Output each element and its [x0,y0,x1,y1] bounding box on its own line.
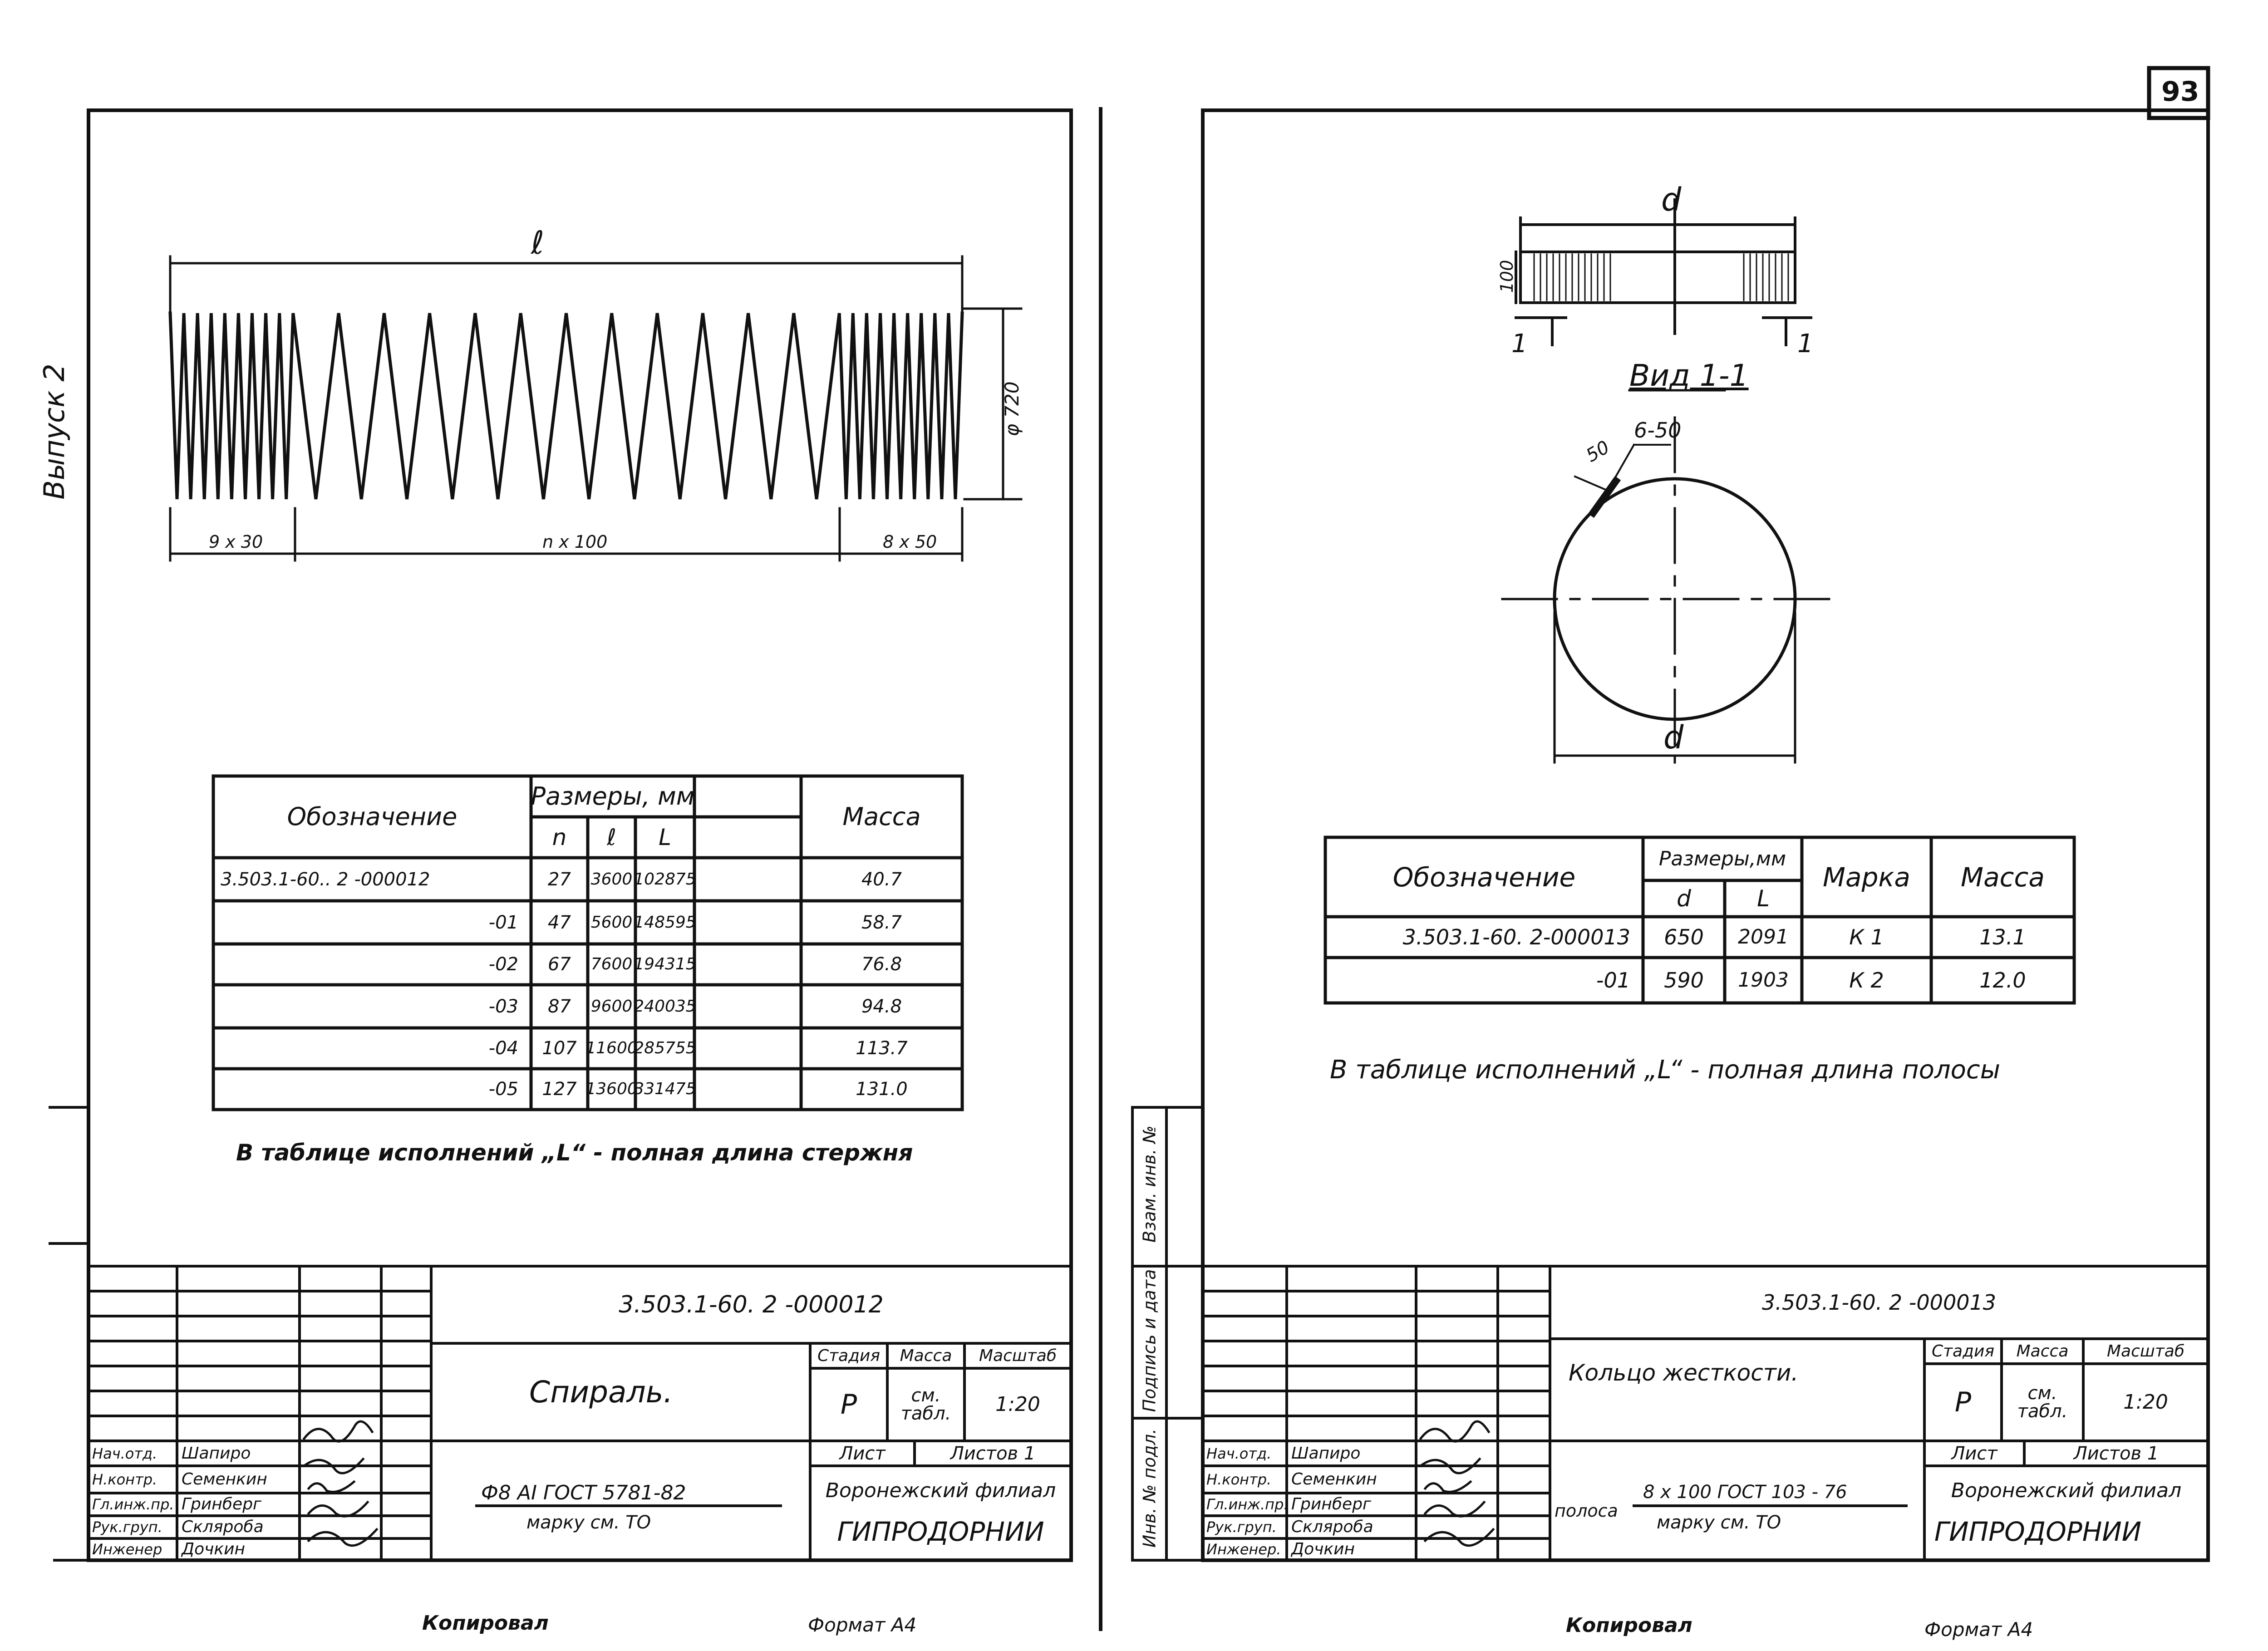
right-stamp-org-2: ГИПРОДОРНИИ [1934,1516,2142,1547]
side-cell-inventory: Инв. № подл. [1139,1428,1160,1548]
stamp-role: Нач.отд. [1206,1445,1272,1462]
side-cell-replace: Взам. инв. № [1139,1125,1160,1243]
table-cell-n: 127 [542,1079,577,1100]
table-row-designation: -04 [488,1038,518,1059]
right-table-header-designation: Обозначение [1392,861,1576,893]
stamp-name: Семенкин [1291,1470,1377,1489]
table-row-designation: -01 [488,912,518,933]
stamp-name: Гринберг [182,1495,261,1513]
side-cell-signature: Подпись и дата [1139,1269,1160,1412]
stamp-role: Н.контр. [1206,1471,1272,1488]
right-table-header-grade: Марка [1823,861,1910,893]
table-cell-mass: 12.0 [1979,968,2026,993]
dim-d-bottom: d [1663,719,1684,756]
table-row-designation: -05 [488,1079,518,1100]
dim-left-pitch: 9 x 30 [209,532,263,552]
left-stamp-code: 3.503.1-60. 2 -000012 [619,1291,884,1318]
stamp-role: Гл.инж.пр. [92,1496,174,1513]
table-cell-n: 47 [548,912,571,933]
stamp-name: Дочкин [1291,1540,1355,1558]
table-cell-mass: 131.0 [856,1079,908,1100]
left-stamp-material-1: Ф8 АI ГОСТ 5781-82 [481,1481,686,1504]
spiral-zigzag [170,313,962,499]
right-stamp-title: Кольцо жесткости. [1569,1360,1799,1386]
table-cell-L: 102875 [634,870,696,889]
table-cell-mass: 76.8 [861,954,902,975]
left-stamp-h-scale: Масштаб [979,1346,1057,1365]
table-cell-L: 331475 [634,1080,696,1098]
left-stamp-sheet: Лист [839,1443,886,1464]
page-number: 93 [2161,76,2199,108]
dim-mid-pitch: n x 100 [542,532,608,552]
weld-symbol: 6-50 [1634,418,1682,442]
left-stamp-org-2: ГИПРОДОРНИИ [837,1516,1044,1547]
section-mark-left: 1 [1511,329,1528,359]
right-copied: Копировал [1566,1614,1692,1637]
table-row-designation: -03 [488,996,518,1017]
left-table-header-n: n [552,824,567,850]
left-stamp-sheets: Листов 1 [950,1443,1036,1464]
table-cell-l: 9600 [590,997,633,1016]
left-stamp-title: Спираль. [529,1374,673,1410]
right-stamp-code: 3.503.1-60. 2 -000013 [1761,1290,1997,1315]
left-format: Формат А4 [808,1614,917,1636]
right-stamp-sheet: Лист [1951,1443,1997,1464]
left-stamp-stage: P [840,1389,857,1420]
table-cell-L: 240035 [634,997,696,1016]
right-stamp-org-1: Воронежский филиал [1951,1479,2182,1502]
right-format: Формат А4 [1924,1618,2033,1641]
dim-d-top: d [1661,181,1682,218]
table-cell-L: 285755 [634,1039,696,1057]
left-stamp-org-1: Воронежский филиал [825,1479,1056,1502]
table-cell-l: 5600 [590,913,633,932]
stamp-name: Гринберг [1291,1495,1371,1513]
right-stamp-mass: см. табл. [2017,1383,2068,1422]
table-cell-grade: К 2 [1849,968,1884,993]
right-stamp-sheets: Листов 1 [2073,1443,2159,1464]
section-mark-right: 1 [1797,329,1814,359]
left-stamp-h-mass: Масса [900,1346,952,1365]
stamp-name: Скляроба [182,1518,264,1536]
dim-right-pitch: 8 x 50 [883,532,937,552]
left-note: В таблице исполнений „L“ - полная длина стержня [236,1140,913,1166]
right-stamp-scale: 1:20 [2123,1391,2168,1414]
right-stamp-material-1: 8 x 100 ГОСТ 103 - 76 [1643,1482,1847,1503]
side-label: Выпуск 2 [38,364,71,500]
left-table-header-mass: Масса [842,802,921,831]
table-cell-L: 148595 [634,913,696,932]
left-table-header-L: L [659,824,671,850]
left-table-header-l: ℓ [607,824,616,850]
table-cell-n: 87 [548,996,571,1017]
table-cell-mass: 13.1 [1979,925,2026,949]
table-cell-grade: К 1 [1849,925,1884,949]
table-cell-l: 11600 [585,1039,638,1057]
table-cell-l: 7600 [590,955,633,973]
table-cell-d: 590 [1664,968,1704,993]
right-note: В таблице исполнений „L“ - полная длина полосы [1330,1055,2000,1085]
stamp-name: Дочкин [182,1540,246,1558]
table-cell-mass: 58.7 [861,912,902,933]
table-cell-n: 27 [548,869,571,890]
stamp-name: Шапиро [182,1444,251,1463]
left-stamp-scale: 1:20 [995,1393,1040,1416]
ring-section-hatch [1534,254,1795,300]
stamp-role: Инженер. [1206,1541,1281,1558]
left-table-header-sizes: Размеры, мм [531,782,695,811]
table-cell-d: 650 [1664,925,1704,949]
dim-length-l: ℓ [531,224,544,261]
left-stamp-h-stage: Стадия [817,1346,881,1365]
table-cell-mass: 40.7 [861,869,902,890]
stamp-name: Скляроба [1291,1518,1373,1536]
right-stamp-h-scale: Масштаб [2106,1341,2185,1361]
stamp-role: Гл.инж.пр. [1206,1496,1289,1513]
right-table-header-d: d [1677,885,1691,912]
dim-thickness: 100 [1497,260,1517,293]
right-stamp-material-label: полоса [1555,1501,1618,1521]
table-row-designation: -01 [1596,968,1630,993]
table-cell-l: 13600 [585,1080,638,1098]
right-table-header-sizes: Размеры,мм [1658,847,1786,870]
stamp-role: Инженер [92,1541,162,1558]
table-cell-n: 107 [542,1038,577,1059]
stamp-role: Нач.отд. [92,1445,157,1462]
right-table-header-L: L [1757,885,1770,912]
table-row-designation: -02 [488,954,518,975]
table-cell-mass: 113.7 [856,1038,908,1059]
right-stamp-h-mass: Масса [2016,1341,2069,1361]
table-cell-mass: 94.8 [861,996,902,1017]
stamp-role: Рук.груп. [1206,1518,1277,1536]
ring-view [1502,390,1838,762]
table-cell-L: 1903 [1738,968,1789,992]
left-copied: Копировал [422,1612,549,1635]
left-table-header-designation: Обозначение [287,802,458,831]
stamp-role: Н.контр. [92,1471,157,1488]
stamp-name: Шапиро [1291,1444,1361,1463]
right-stamp-stage: P [1954,1386,1972,1418]
view-title: Вид 1-1 [1629,358,1749,393]
weld-length: 50 [1582,437,1613,467]
stamp-name: Семенкин [182,1470,267,1489]
right-stamp-h-stage: Стадия [1931,1341,1995,1361]
spiral-dimensions [170,256,1021,560]
table-row-designation: 3.503.1-60.. 2 -000012 [221,869,430,890]
stamp-role: Рук.груп. [92,1518,162,1536]
table-cell-n: 67 [548,954,571,975]
table-row-designation: 3.503.1-60. 2-000013 [1402,925,1630,949]
table-cell-L: 2091 [1738,925,1789,948]
left-stamp-mass: см. табл. [900,1385,951,1424]
dim-diameter: φ 720 [1001,381,1023,437]
table-cell-L: 194315 [634,955,696,973]
right-stamp-material-2: марку см. ТО [1657,1512,1781,1533]
table-cell-l: 3600 [590,870,633,889]
left-stamp-material-2: марку см. ТО [526,1512,651,1533]
right-table-header-mass: Масса [1961,861,2045,893]
